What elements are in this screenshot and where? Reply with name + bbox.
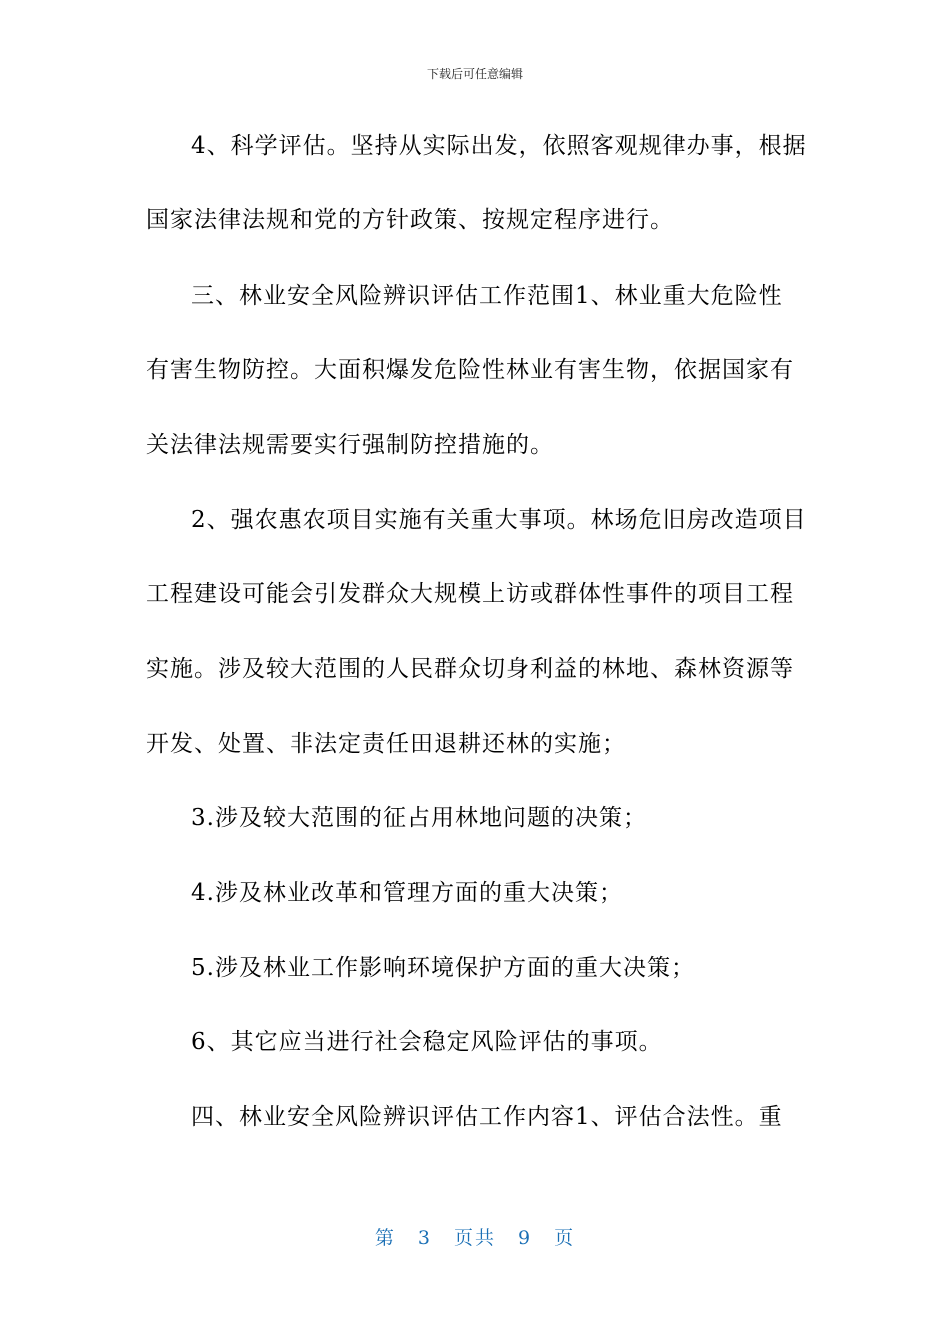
body-line: 实施。涉及较大范围的人民群众切身利益的林地、森林资源等	[146, 656, 794, 682]
body-line: 5.涉及林业工作影响环境保护方面的重大决策；	[191, 955, 695, 981]
body-line: 三、林业安全风险辨识评估工作范围1、林业重大危险性	[191, 283, 783, 309]
body-line: 有害生物防控。大面积爆发危险性林业有害生物，依据国家有	[146, 357, 794, 383]
body-line: 6、其它应当进行社会稳定风险评估的事项。	[191, 1029, 663, 1055]
current-page-number: 3	[417, 1227, 432, 1249]
body-line: 关法律法规需要实行强制防控措施的。	[146, 432, 554, 458]
footer-suffix: 页	[554, 1227, 576, 1249]
body-line: 四、林业安全风险辨识评估工作内容1、评估合法性。重	[191, 1104, 783, 1130]
body-line: 工程建设可能会引发群众大规模上访或群体性事件的项目工程	[146, 581, 794, 607]
footer-prefix: 第	[374, 1227, 396, 1249]
page-header: 下载后可任意编辑	[426, 67, 523, 81]
body-line: 3.涉及较大范围的征占用林地问题的决策；	[191, 805, 647, 831]
body-line: 国家法律法规和党的方针政策、按规定程序进行。	[146, 207, 674, 233]
footer-middle: 页共	[453, 1227, 496, 1249]
body-line: 开发、处置、非法定责任田退耕还林的实施；	[146, 731, 626, 757]
body-line: 4.涉及林业改革和管理方面的重大决策；	[191, 880, 623, 906]
body-line: 4、科学评估。坚持从实际出发，依照客观规律办事，根据	[191, 133, 807, 159]
body-line: 2、强农惠农项目实施有关重大事项。林场危旧房改造项目	[191, 507, 807, 533]
total-pages-number: 9	[518, 1227, 533, 1249]
page-footer	[0, 1225, 950, 1251]
